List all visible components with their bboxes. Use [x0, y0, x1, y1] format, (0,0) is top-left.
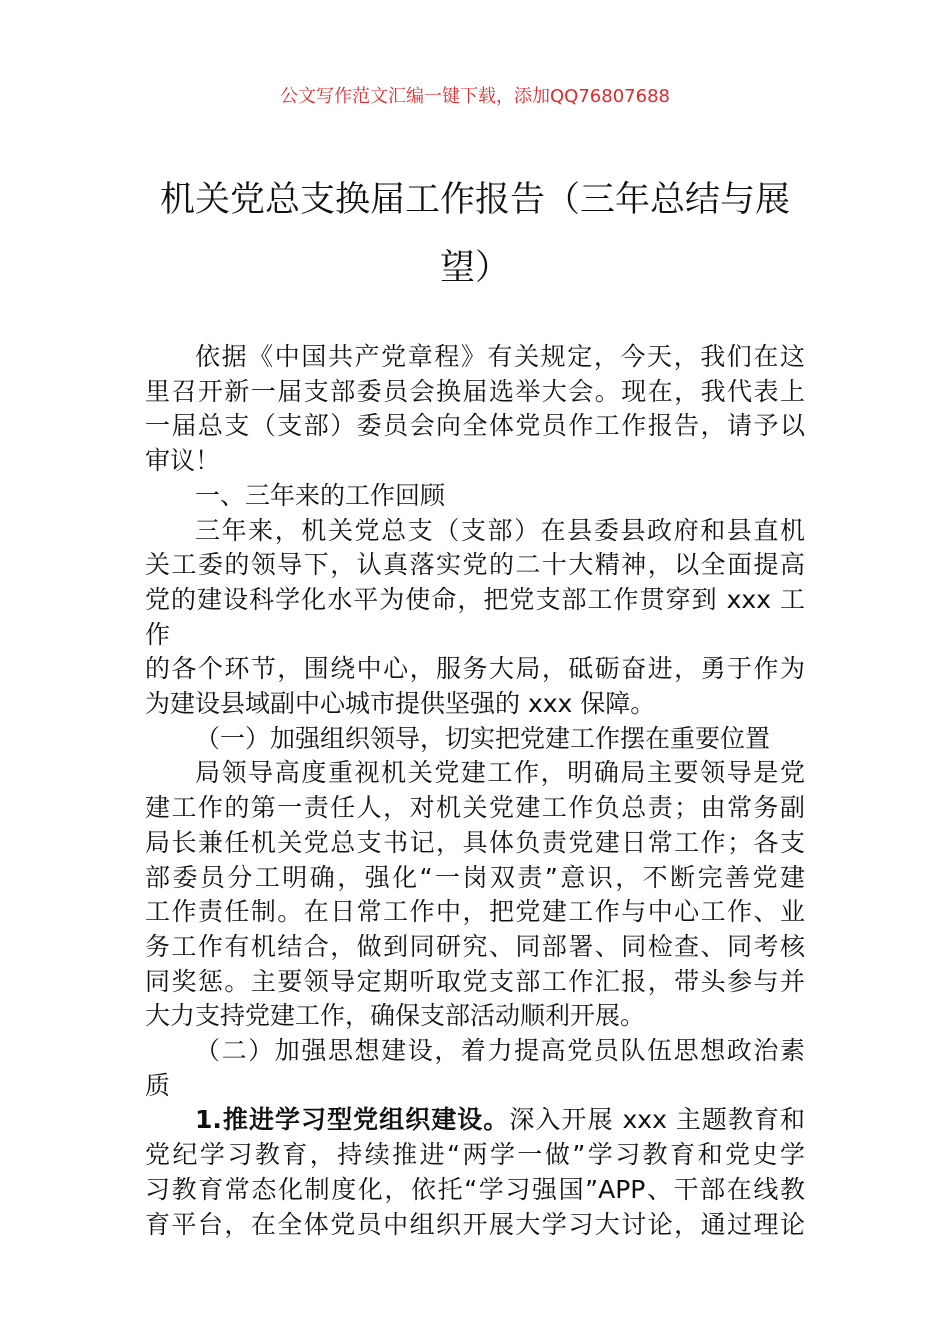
body-line: 三年来，机关党总支（支部）在县委县政府和县直机	[195, 515, 805, 545]
body-line: 的各个环节，围绕中心，服务大局，砥砺奋进，勇于作为	[145, 654, 805, 684]
body-line: 里召开新一届支部委员会换届选举大会。现在，我代表上	[145, 376, 805, 406]
document-title-line-2: 望）	[439, 248, 510, 288]
body-line-with-bold-lead	[145, 1103, 805, 1138]
body-line: 务工作有机结合，做到同研究、同部署、同检查、同考核	[145, 931, 805, 961]
subsection-heading: （二）加强思想建设，着力提高党员队伍思想政治素	[195, 1036, 805, 1066]
body-line: 为建设县域副中心城市提供坚强的 xxx 保障。	[145, 689, 656, 719]
body-line: 一届总支（支部）委员会向全体党员作工作报告，请予以	[145, 411, 805, 441]
body-line: 党纪学习教育，持续推进“两学一做”学习教育和党史学	[145, 1140, 805, 1170]
download-promo-note: 公文写作范文汇编一键下载，添加QQ76807688	[280, 86, 670, 107]
body-line: 局领导高度重视机关党建工作，明确局主要领导是党	[195, 758, 805, 788]
bold-lead: 1.推进学习型党组织建设。	[195, 1105, 510, 1135]
body-line: 党的建设科学化水平为使命，把党支部工作贯穿到 xxx 工作	[145, 584, 805, 649]
body-line: 同奖惩。主要领导定期听取党支部工作汇报，带头参与并	[145, 966, 805, 996]
body-line: 审议！	[145, 446, 221, 476]
body-line: 工作责任制。在日常工作中，把党建工作与中心工作、业	[145, 897, 805, 927]
body-line: 育平台，在全体党员中组织开展大学习大讨论，通过理论	[145, 1209, 805, 1239]
body-line: 习教育常态化制度化，依托“学习强国”APP、干部在线教	[145, 1174, 805, 1204]
subsection-heading-cont: 质	[145, 1070, 171, 1100]
body-line: 部委员分工明确，强化“一岗双责”意识，不断完善党建	[145, 862, 805, 892]
body-line: 依据《中国共产党章程》有关规定，今天，我们在这	[195, 342, 805, 371]
section-heading: 一、三年来的工作回顾	[195, 480, 446, 510]
document-title-line-1: 机关党总支换届工作报告（三年总结与展	[159, 180, 790, 220]
document-body	[145, 340, 805, 1242]
body-line: 关工委的领导下，认真落实党的二十大精神，以全面提高	[145, 550, 805, 580]
body-text: 深入开展 xxx 主题教育和	[509, 1105, 805, 1135]
document-title	[140, 180, 810, 316]
body-line: 局长兼任机关党总支书记，具体负责党建日常工作；各支	[145, 827, 805, 857]
subsection-heading: （一）加强组织领导，切实把党建工作摆在重要位置	[195, 723, 771, 753]
body-line: 大力支持党建工作，确保支部活动顺利开展。	[145, 1001, 646, 1031]
body-line: 建工作的第一责任人，对机关党建工作负总责；由常务副	[145, 793, 805, 823]
